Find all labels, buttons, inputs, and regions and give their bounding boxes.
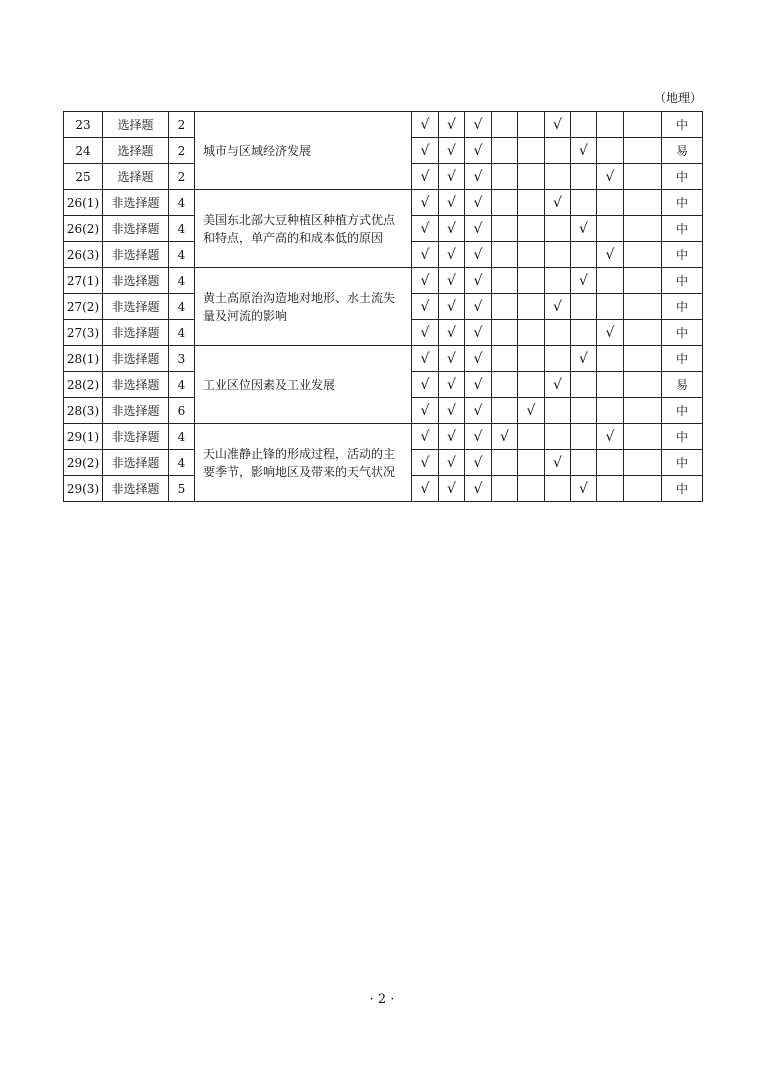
check-cell: √ xyxy=(412,320,439,346)
score-cell: 4 xyxy=(169,294,195,320)
difficulty-cell: 中 xyxy=(662,216,703,242)
check-cell: √ xyxy=(465,268,492,294)
check-cell xyxy=(492,450,518,476)
check-cell: √ xyxy=(545,450,571,476)
difficulty-cell: 中 xyxy=(662,346,703,372)
check-cell xyxy=(624,242,662,268)
check-cell xyxy=(492,372,518,398)
question-type-cell: 非选择题 xyxy=(103,242,169,268)
question-type-cell: 非选择题 xyxy=(103,268,169,294)
check-cell: √ xyxy=(439,164,465,190)
check-cell xyxy=(545,268,571,294)
table-row xyxy=(64,346,703,372)
check-cell: √ xyxy=(545,190,571,216)
score-cell: 4 xyxy=(169,320,195,346)
check-cell xyxy=(545,138,571,164)
check-cell xyxy=(492,476,518,502)
check-cell xyxy=(545,346,571,372)
check-cell xyxy=(518,164,545,190)
question-number-cell: 26(1) xyxy=(64,190,103,216)
page-number: · 2 · xyxy=(369,992,395,1007)
question-number-cell: 28(3) xyxy=(64,398,103,424)
check-cell: √ xyxy=(412,242,439,268)
check-cell xyxy=(492,268,518,294)
check-cell: √ xyxy=(571,216,597,242)
check-cell xyxy=(624,372,662,398)
check-cell: √ xyxy=(465,216,492,242)
check-cell xyxy=(518,216,545,242)
check-cell: √ xyxy=(597,164,624,190)
question-number-cell: 29(2) xyxy=(64,450,103,476)
check-cell: √ xyxy=(412,138,439,164)
check-cell xyxy=(545,216,571,242)
check-cell: √ xyxy=(412,216,439,242)
check-cell xyxy=(571,112,597,138)
question-number-cell: 24 xyxy=(64,138,103,164)
score-cell: 6 xyxy=(169,398,195,424)
check-cell xyxy=(624,424,662,450)
difficulty-cell: 易 xyxy=(662,372,703,398)
check-cell: √ xyxy=(439,294,465,320)
check-cell xyxy=(492,398,518,424)
check-cell xyxy=(597,476,624,502)
check-cell: √ xyxy=(597,242,624,268)
check-cell: √ xyxy=(439,372,465,398)
question-number-cell: 28(2) xyxy=(64,372,103,398)
check-cell: √ xyxy=(412,190,439,216)
question-type-cell: 选择题 xyxy=(103,138,169,164)
check-cell: √ xyxy=(465,372,492,398)
check-cell xyxy=(624,164,662,190)
check-cell xyxy=(624,320,662,346)
content-cell: 黄土高原治沟造地对地形、水土流失量及河流的影响 xyxy=(195,268,412,346)
check-cell xyxy=(492,294,518,320)
check-cell: √ xyxy=(571,476,597,502)
check-cell: √ xyxy=(439,450,465,476)
check-cell xyxy=(492,138,518,164)
check-cell: √ xyxy=(518,398,545,424)
check-cell: √ xyxy=(465,398,492,424)
check-cell: √ xyxy=(597,424,624,450)
score-cell: 5 xyxy=(169,476,195,502)
table-row xyxy=(64,112,703,138)
check-cell: √ xyxy=(465,112,492,138)
score-cell: 4 xyxy=(169,190,195,216)
check-cell: √ xyxy=(545,372,571,398)
check-cell xyxy=(571,164,597,190)
question-number-cell: 26(2) xyxy=(64,216,103,242)
content-cell: 天山准静止锋的形成过程，活动的主要季节，影响地区及带来的天气状况 xyxy=(195,424,412,502)
check-cell: √ xyxy=(439,346,465,372)
check-cell xyxy=(545,476,571,502)
subject-label: （地理） xyxy=(653,91,702,105)
difficulty-cell: 中 xyxy=(662,320,703,346)
check-cell xyxy=(597,346,624,372)
check-cell: √ xyxy=(439,424,465,450)
content-cell: 美国东北部大豆种植区种植方式优点和特点，单产高的和成本低的原因 xyxy=(195,190,412,268)
check-cell: √ xyxy=(492,424,518,450)
difficulty-cell: 中 xyxy=(662,450,703,476)
check-cell: √ xyxy=(412,268,439,294)
check-cell xyxy=(571,294,597,320)
check-cell xyxy=(518,242,545,268)
check-cell xyxy=(624,112,662,138)
check-cell xyxy=(492,320,518,346)
check-cell: √ xyxy=(439,398,465,424)
score-cell: 4 xyxy=(169,450,195,476)
difficulty-cell: 中 xyxy=(662,424,703,450)
check-cell: √ xyxy=(439,476,465,502)
question-number-cell: 23 xyxy=(64,112,103,138)
check-cell xyxy=(545,164,571,190)
check-cell: √ xyxy=(412,476,439,502)
check-cell: √ xyxy=(465,346,492,372)
score-cell: 2 xyxy=(169,138,195,164)
check-cell xyxy=(624,476,662,502)
check-cell xyxy=(624,398,662,424)
check-cell xyxy=(492,190,518,216)
question-type-cell: 非选择题 xyxy=(103,476,169,502)
question-number-cell: 27(2) xyxy=(64,294,103,320)
table-row xyxy=(64,190,703,216)
question-type-cell: 非选择题 xyxy=(103,320,169,346)
score-cell: 2 xyxy=(169,164,195,190)
check-cell: √ xyxy=(465,164,492,190)
check-cell xyxy=(571,398,597,424)
check-cell: √ xyxy=(412,112,439,138)
check-cell: √ xyxy=(465,242,492,268)
check-cell: √ xyxy=(465,476,492,502)
check-cell xyxy=(571,320,597,346)
check-cell xyxy=(597,398,624,424)
difficulty-cell: 中 xyxy=(662,242,703,268)
check-cell xyxy=(571,242,597,268)
check-cell: √ xyxy=(412,450,439,476)
question-number-cell: 29(3) xyxy=(64,476,103,502)
check-cell: √ xyxy=(439,320,465,346)
check-cell: √ xyxy=(412,164,439,190)
check-cell xyxy=(571,372,597,398)
check-cell: √ xyxy=(465,320,492,346)
check-cell xyxy=(597,268,624,294)
difficulty-cell: 中 xyxy=(662,190,703,216)
check-cell xyxy=(571,190,597,216)
check-cell: √ xyxy=(439,216,465,242)
question-number-cell: 25 xyxy=(64,164,103,190)
difficulty-cell: 中 xyxy=(662,112,703,138)
check-cell xyxy=(518,450,545,476)
score-cell: 4 xyxy=(169,216,195,242)
check-cell: √ xyxy=(465,190,492,216)
difficulty-cell: 中 xyxy=(662,294,703,320)
question-type-cell: 非选择题 xyxy=(103,450,169,476)
check-cell xyxy=(492,242,518,268)
question-type-cell: 选择题 xyxy=(103,112,169,138)
check-cell: √ xyxy=(571,268,597,294)
check-cell xyxy=(545,320,571,346)
check-cell: √ xyxy=(597,320,624,346)
question-type-cell: 非选择题 xyxy=(103,372,169,398)
check-cell xyxy=(518,294,545,320)
check-cell xyxy=(571,424,597,450)
question-type-cell: 非选择题 xyxy=(103,216,169,242)
question-type-cell: 选择题 xyxy=(103,164,169,190)
check-cell xyxy=(624,138,662,164)
check-cell xyxy=(597,190,624,216)
check-cell xyxy=(518,268,545,294)
question-type-cell: 非选择题 xyxy=(103,398,169,424)
score-cell: 2 xyxy=(169,112,195,138)
difficulty-cell: 中 xyxy=(662,398,703,424)
check-cell xyxy=(492,164,518,190)
question-number-cell: 29(1) xyxy=(64,424,103,450)
check-cell xyxy=(518,424,545,450)
check-cell: √ xyxy=(412,398,439,424)
check-cell: √ xyxy=(412,424,439,450)
check-cell: √ xyxy=(412,346,439,372)
difficulty-cell: 中 xyxy=(662,476,703,502)
check-cell xyxy=(597,216,624,242)
check-cell: √ xyxy=(412,372,439,398)
check-cell xyxy=(518,138,545,164)
check-cell xyxy=(518,190,545,216)
question-number-cell: 27(1) xyxy=(64,268,103,294)
check-cell xyxy=(597,294,624,320)
check-cell xyxy=(518,112,545,138)
check-cell: √ xyxy=(465,424,492,450)
check-cell: √ xyxy=(439,190,465,216)
check-cell: √ xyxy=(571,346,597,372)
check-cell: √ xyxy=(465,450,492,476)
check-cell xyxy=(492,216,518,242)
check-cell xyxy=(624,268,662,294)
check-cell xyxy=(597,450,624,476)
score-cell: 3 xyxy=(169,346,195,372)
check-cell xyxy=(624,346,662,372)
content-cell: 工业区位因素及工业发展 xyxy=(195,346,412,424)
question-number-cell: 28(1) xyxy=(64,346,103,372)
table-row xyxy=(64,424,703,450)
check-cell xyxy=(518,476,545,502)
check-cell: √ xyxy=(465,294,492,320)
check-cell xyxy=(624,450,662,476)
question-type-cell: 非选择题 xyxy=(103,346,169,372)
check-cell: √ xyxy=(545,112,571,138)
check-cell xyxy=(492,112,518,138)
check-cell: √ xyxy=(439,112,465,138)
check-cell xyxy=(571,450,597,476)
check-cell xyxy=(545,242,571,268)
check-cell xyxy=(597,138,624,164)
check-cell: √ xyxy=(545,294,571,320)
question-type-cell: 非选择题 xyxy=(103,424,169,450)
check-cell xyxy=(597,112,624,138)
check-cell xyxy=(518,372,545,398)
question-number-cell: 26(3) xyxy=(64,242,103,268)
check-cell xyxy=(518,320,545,346)
score-cell: 4 xyxy=(169,242,195,268)
check-cell xyxy=(518,346,545,372)
score-cell: 4 xyxy=(169,424,195,450)
check-cell xyxy=(597,372,624,398)
check-cell xyxy=(624,190,662,216)
question-number-cell: 27(3) xyxy=(64,320,103,346)
check-cell xyxy=(492,346,518,372)
score-cell: 4 xyxy=(169,372,195,398)
content-cell: 城市与区域经济发展 xyxy=(195,112,412,190)
score-cell: 4 xyxy=(169,268,195,294)
check-cell: √ xyxy=(439,138,465,164)
check-cell: √ xyxy=(412,294,439,320)
question-type-cell: 非选择题 xyxy=(103,294,169,320)
check-cell xyxy=(545,398,571,424)
table-row xyxy=(64,268,703,294)
check-cell xyxy=(624,216,662,242)
check-cell: √ xyxy=(465,138,492,164)
specification-table xyxy=(63,111,703,502)
check-cell xyxy=(545,424,571,450)
check-cell: √ xyxy=(571,138,597,164)
check-cell: √ xyxy=(439,268,465,294)
difficulty-cell: 中 xyxy=(662,268,703,294)
question-type-cell: 非选择题 xyxy=(103,190,169,216)
difficulty-cell: 易 xyxy=(662,138,703,164)
check-cell xyxy=(624,294,662,320)
difficulty-cell: 中 xyxy=(662,164,703,190)
check-cell: √ xyxy=(439,242,465,268)
